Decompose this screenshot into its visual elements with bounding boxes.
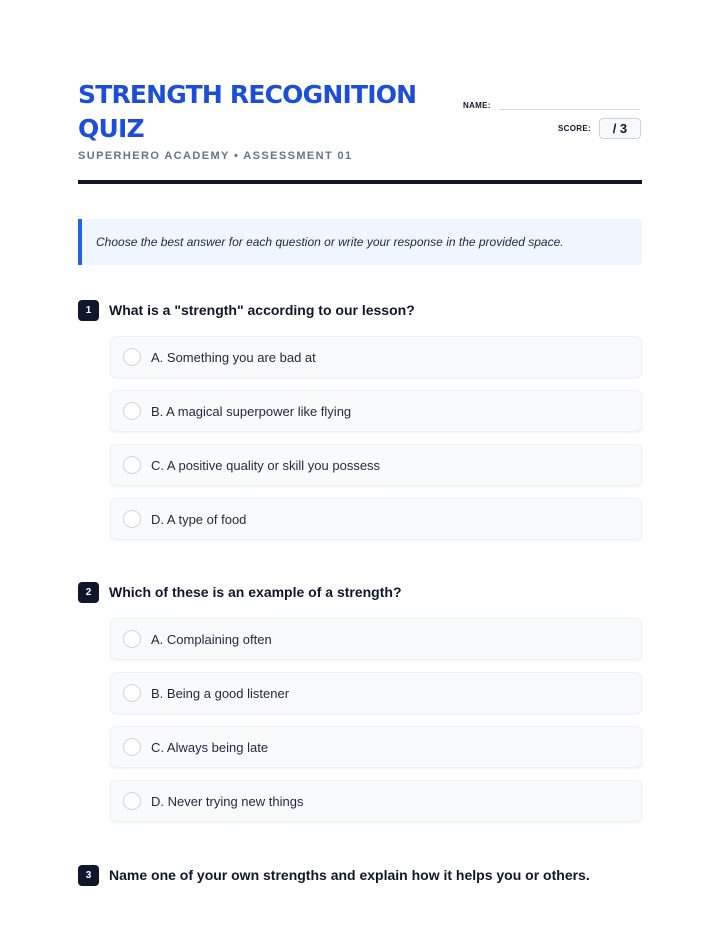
option-label: C. A positive quality or skill you possess: [151, 457, 381, 473]
header-divider: [78, 180, 642, 184]
question-text: Name one of your own strengths and explain how it helps you or others.: [109, 867, 590, 883]
answer-option[interactable]: [110, 336, 642, 378]
question-number-badge: 2: [78, 582, 99, 603]
instructions-box: [78, 219, 642, 265]
option-label: A. Something you are bad at: [151, 349, 316, 365]
answer-options: [110, 618, 642, 822]
question-text: Which of these is an example of a strength?: [109, 584, 402, 600]
page-subtitle: SUPERHERO ACADEMY • ASSESSMENT 01: [78, 150, 353, 162]
answer-option[interactable]: [110, 780, 642, 822]
answer-option[interactable]: [110, 726, 642, 768]
radio-button[interactable]: [123, 738, 141, 756]
name-label: NAME:: [463, 101, 491, 110]
option-label: B. A magical superpower like flying: [151, 403, 352, 419]
score-label: SCORE:: [558, 124, 591, 133]
name-field-row: [463, 97, 640, 110]
answer-option[interactable]: [110, 498, 642, 540]
option-label: C. Always being late: [151, 739, 269, 755]
option-label: D. Never trying new things: [151, 793, 304, 809]
option-label: A. Complaining often: [151, 631, 272, 647]
page-title: STRENGTH RECOGNITION QUIZ: [78, 80, 417, 143]
radio-button[interactable]: [123, 348, 141, 366]
answer-option[interactable]: [110, 444, 642, 486]
radio-button[interactable]: [123, 402, 141, 420]
answer-options: [110, 336, 642, 540]
score-box: / 3: [599, 118, 641, 139]
option-label: B. Being a good listener: [151, 685, 290, 701]
radio-button[interactable]: [123, 510, 141, 528]
radio-button[interactable]: [123, 456, 141, 474]
question-3: [78, 864, 642, 886]
radio-button[interactable]: [123, 630, 141, 648]
question-number-badge: 3: [78, 865, 99, 886]
score-row: [558, 118, 641, 139]
question-2: [78, 581, 642, 834]
option-label: D. A type of food: [151, 511, 247, 527]
instructions-text: Choose the best answer for each question or write your response in the provided space.: [96, 235, 564, 249]
question-text: What is a "strength" according to our lesson?: [109, 302, 415, 318]
name-field[interactable]: [499, 97, 640, 110]
radio-button[interactable]: [123, 684, 141, 702]
answer-option[interactable]: [110, 390, 642, 432]
question-1: [78, 299, 642, 552]
radio-button[interactable]: [123, 792, 141, 810]
answer-option[interactable]: [110, 672, 642, 714]
answer-option[interactable]: [110, 618, 642, 660]
question-number-badge: 1: [78, 300, 99, 321]
